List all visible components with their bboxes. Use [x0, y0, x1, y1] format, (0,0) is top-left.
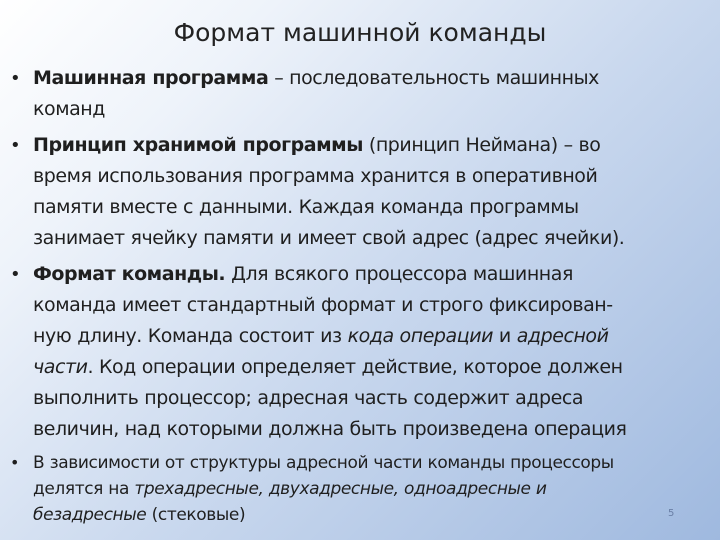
- bullet-line: [33, 502, 714, 528]
- text-run: – последовательность машинных: [268, 67, 599, 89]
- bullet-line: [33, 450, 714, 476]
- bullet-line: [33, 63, 714, 94]
- text-run: величин, над которыми должна быть произведена операция: [33, 418, 627, 440]
- italic-term: части: [33, 356, 88, 378]
- text-run: команд: [33, 98, 105, 120]
- italic-term: безадресные: [33, 505, 147, 525]
- bullet-list: [6, 63, 714, 533]
- italic-term: трехадресные, двухадресные, одноадресные и: [134, 479, 547, 499]
- text-run: памяти вместе с данными. Каждая команда программы: [33, 196, 579, 218]
- bullet-dot-icon: •: [10, 264, 21, 285]
- italic-term: адресной: [516, 325, 609, 347]
- text-run: Для всякого процессора машинная: [225, 263, 573, 285]
- bullet-line: [33, 161, 714, 192]
- bullet-line: [33, 130, 714, 161]
- bullet-dot-icon: •: [10, 135, 21, 156]
- bullet-line: [33, 223, 714, 254]
- text-run: (принцип Неймана) – во: [362, 134, 601, 156]
- text-run: команда имеет стандартный формат и строго фиксирован-: [33, 294, 613, 316]
- bold-term: Машинная программа: [33, 67, 269, 89]
- text-run: время использования программа хранится в оперативной: [33, 165, 598, 187]
- bold-term: Принцип хранимой программы: [33, 134, 363, 156]
- bullet-line: [33, 414, 714, 445]
- text-run: делятся на: [33, 479, 135, 499]
- bullet-item: [6, 63, 714, 125]
- text-run: ную длину. Команда состоит из: [33, 325, 348, 347]
- bullet-item: [6, 130, 714, 254]
- text-run: . Код операции определяет действие, которое должен: [87, 356, 623, 378]
- bullet-line: [33, 94, 714, 125]
- bullet-line: [33, 259, 714, 290]
- bullet-line: [33, 476, 714, 502]
- bold-term: Формат команды.: [33, 263, 226, 285]
- bullet-line: [33, 290, 714, 321]
- bullet-item: [6, 450, 714, 528]
- bullet-dot-icon: •: [10, 68, 21, 89]
- bullet-line: [33, 321, 714, 352]
- text-run: и: [493, 325, 517, 347]
- italic-term: кода операции: [347, 325, 494, 347]
- bullet-dot-icon: •: [10, 453, 20, 472]
- bullet-item: [6, 259, 714, 445]
- text-run: (стековые): [146, 505, 246, 525]
- slide-title: Формат машинной команды: [173, 18, 547, 47]
- text-run: выполнить процессор; адресная часть содержит адреса: [33, 387, 584, 409]
- bullet-line: [33, 352, 714, 383]
- page-number: 5: [668, 508, 675, 519]
- bullet-line: [33, 383, 714, 414]
- text-run: В зависимости от структуры адресной части команды процессоры: [33, 453, 614, 473]
- bullet-line: [33, 192, 714, 223]
- text-run: занимает ячейку памяти и имеет свой адрес (адрес ячейки).: [33, 227, 625, 249]
